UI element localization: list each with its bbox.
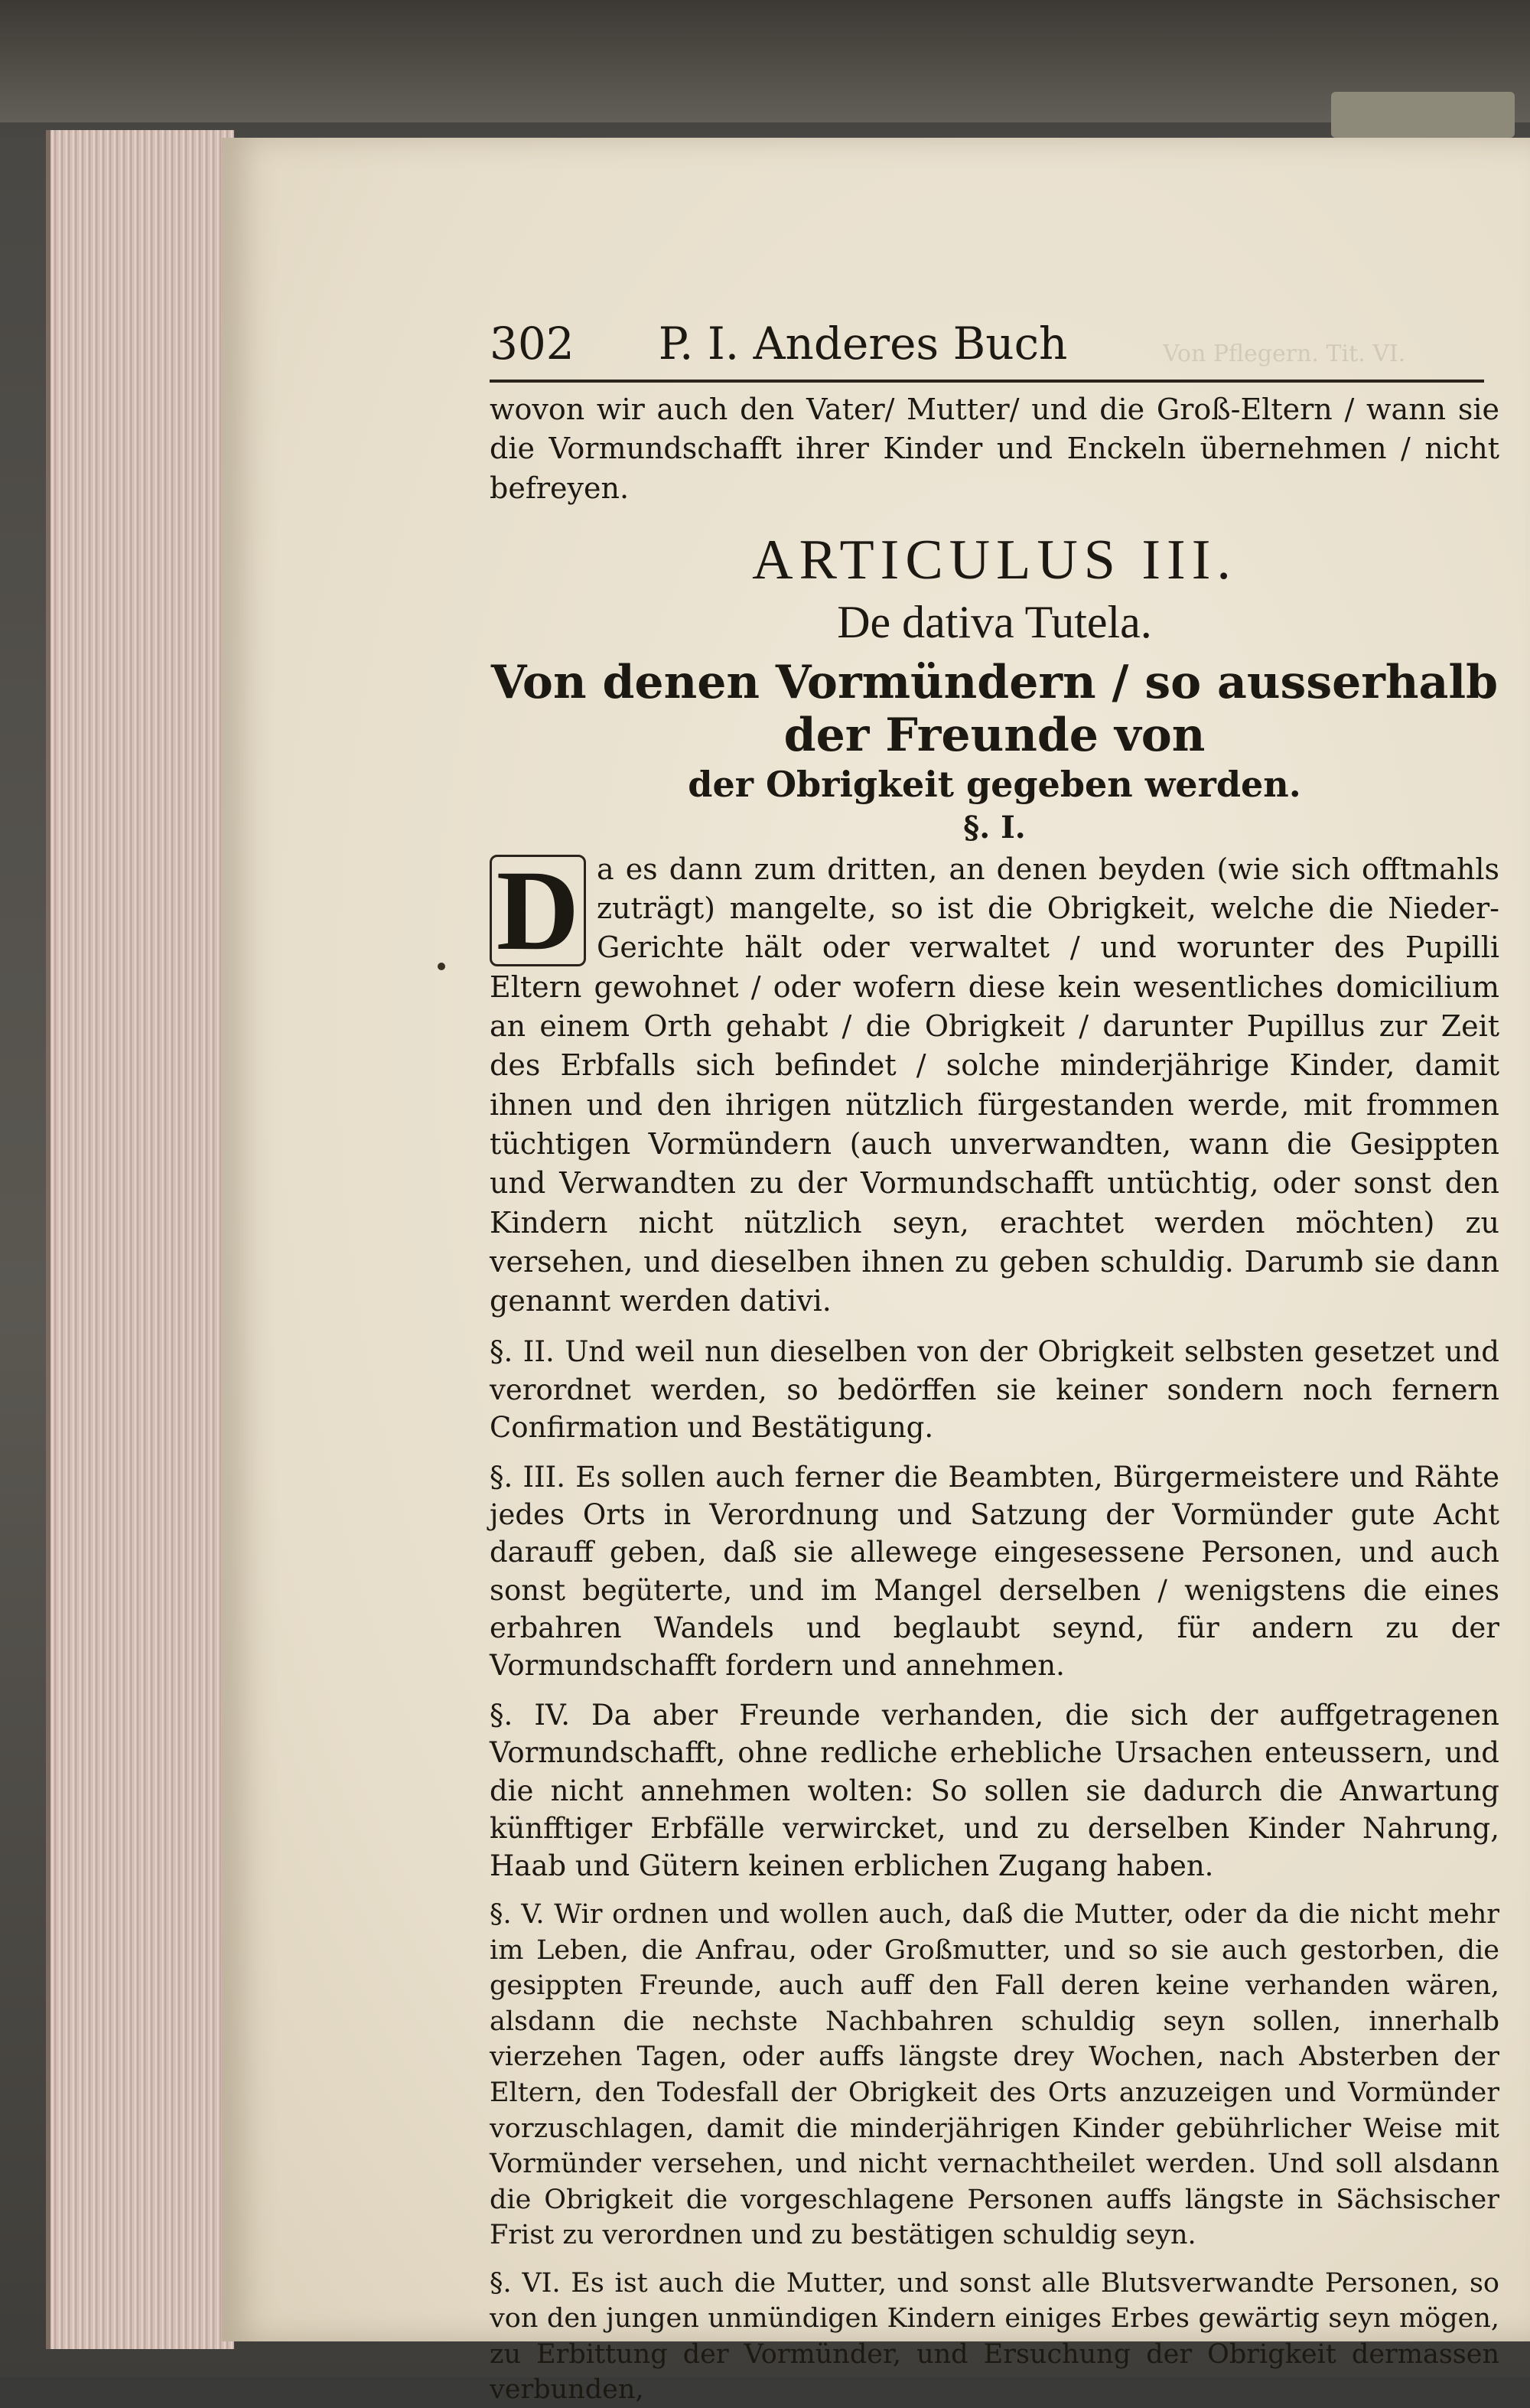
article-heading-line2: der Obrigkeit gegeben werden. [688,763,1301,805]
section-mark: §. I. [963,809,1026,846]
page-number: 302 [490,318,575,370]
drop-cap: D [490,855,586,966]
bookmark-ribbon [1331,92,1515,138]
article-heading: Von denen Vormündern / so ausserhalb der Freunde von [490,655,1499,762]
intro-paragraph: wovon wir auch den Vater/ Mutter/ und die Groß-Eltern / wann sie die Vormundschafft ihrer Kinder und Enckeln übernehmen / nicht befreyen. [490,393,1499,505]
section-1 [490,846,1499,1321]
scan-top-edge [0,0,1530,122]
section-6: §. VI. Es ist auch die Mutter, und sonst alle Blutsverwandte Personen, so von den jungen unmündigen Kindern einiges Erbes gewärtig seyn mögen, zu Erbittung der Vormünder, und Ersuchung der Obrigkeit dermassen verbunden, [490,2267,1499,2406]
section-5: §. V. Wir ordnen und wollen auch, daß die Mutter, oder da die nicht mehr im Leben, die Anfrau, oder Großmutter, und so sie auch gestorben, die gesippten Freunde, auch auff den Fall deren keine verhanden wären, alsdann die nechste Nachbahren schuldig seyn sollen, innerhalb vierzehen Tagen, oder auffs längste drey Wochen, nach Absterben der Eltern, den Todesfall der Obrigkeit des Orts anzuzeigen und Vormünder vorzuschlagen, damit die minderjährigen Kinder gebührlicher Weise mit Vormünder versehen, und nicht vernachtheilet werden. Und soll alsdann die Obrigkeit die vorgeschlagene Personen auffs längste in Sächsischer Frist zu verordnen und zu bestätigen schuldig seyn. [490,1899,1499,2251]
section-2: §. II. Und weil nun dieselben von der Obrigkeit selbsten gesetzet und verordnet werden, so bedörffen sie keiner sondern noch fernern Confirmation und Bestätigung. [490,1335,1499,1444]
page-block-edges [46,130,234,2349]
margin-dot [438,963,445,970]
section-3: §. III. Es sollen auch ferner die Beambten, Bürgermeistere und Rähte jedes Orts in Verordnung und Satzung der Vormünder gute Acht darauff geben, daß sie allewege eingesessene Personen, und auch sonst begüterte, und im Mangel derselben / wenigstens die eines erbahren Wandels und beglaubt seynd, für andern zu der Vormundschafft fordern und annehmen. [490,1461,1499,1683]
section-4: §. IV. Da aber Freunde verhanden, die sich der auffgetragenen Vormundschafft, ohne redliche erhebliche Ursachen enteussern, und die nicht annehmen wolten: So sollen sie dadurch die Anwartung künfftiger Erbfälle verwircket, und zu derselben Kinder Nahrung, Haab und Gütern keinen erblichen Zugang haben. [490,1699,1499,1883]
running-head [490,318,1499,370]
article-subtitle: De dativa Tutela. [837,596,1152,647]
bleed-through-text: Von Pflegern. Tit. VI. [1163,341,1406,367]
section-1-text: a es dann zum dritten, an denen beyden (wie sich offtmahls zuträgt) mangelte, so ist die Obrigkeit, welche die Nieder-Gerichte hält oder verwaltet / und worunter des Pupilli Eltern gewohnet / oder wofern diese kein wesentliches domicilium an einem Orth gehabt / die Obrigkeit / darunter Pupillus zur Zeit des Erbfalls sich befindet / solche minderjährige Kinder, damit ihnen und den ihrigen nützlich fürgestanden werde, mit frommen tüchtigen Vormündern (auch unverwandten, wann die Gesippten und Verwandten zu der Vormundschafft untüchtig, oder sonst den Kindern nicht nützlich seyn, erachtet werden möchten) zu versehen, und dieselben ihnen zu geben schuldig. Darumb sie dann genannt werden dativi. [490,852,1499,1318]
article-title: ARTICULUS III. [752,528,1237,591]
running-head-title: P. I. Anderes Buch [658,318,1068,370]
page-text [490,318,1499,2408]
header-rule [490,380,1484,383]
